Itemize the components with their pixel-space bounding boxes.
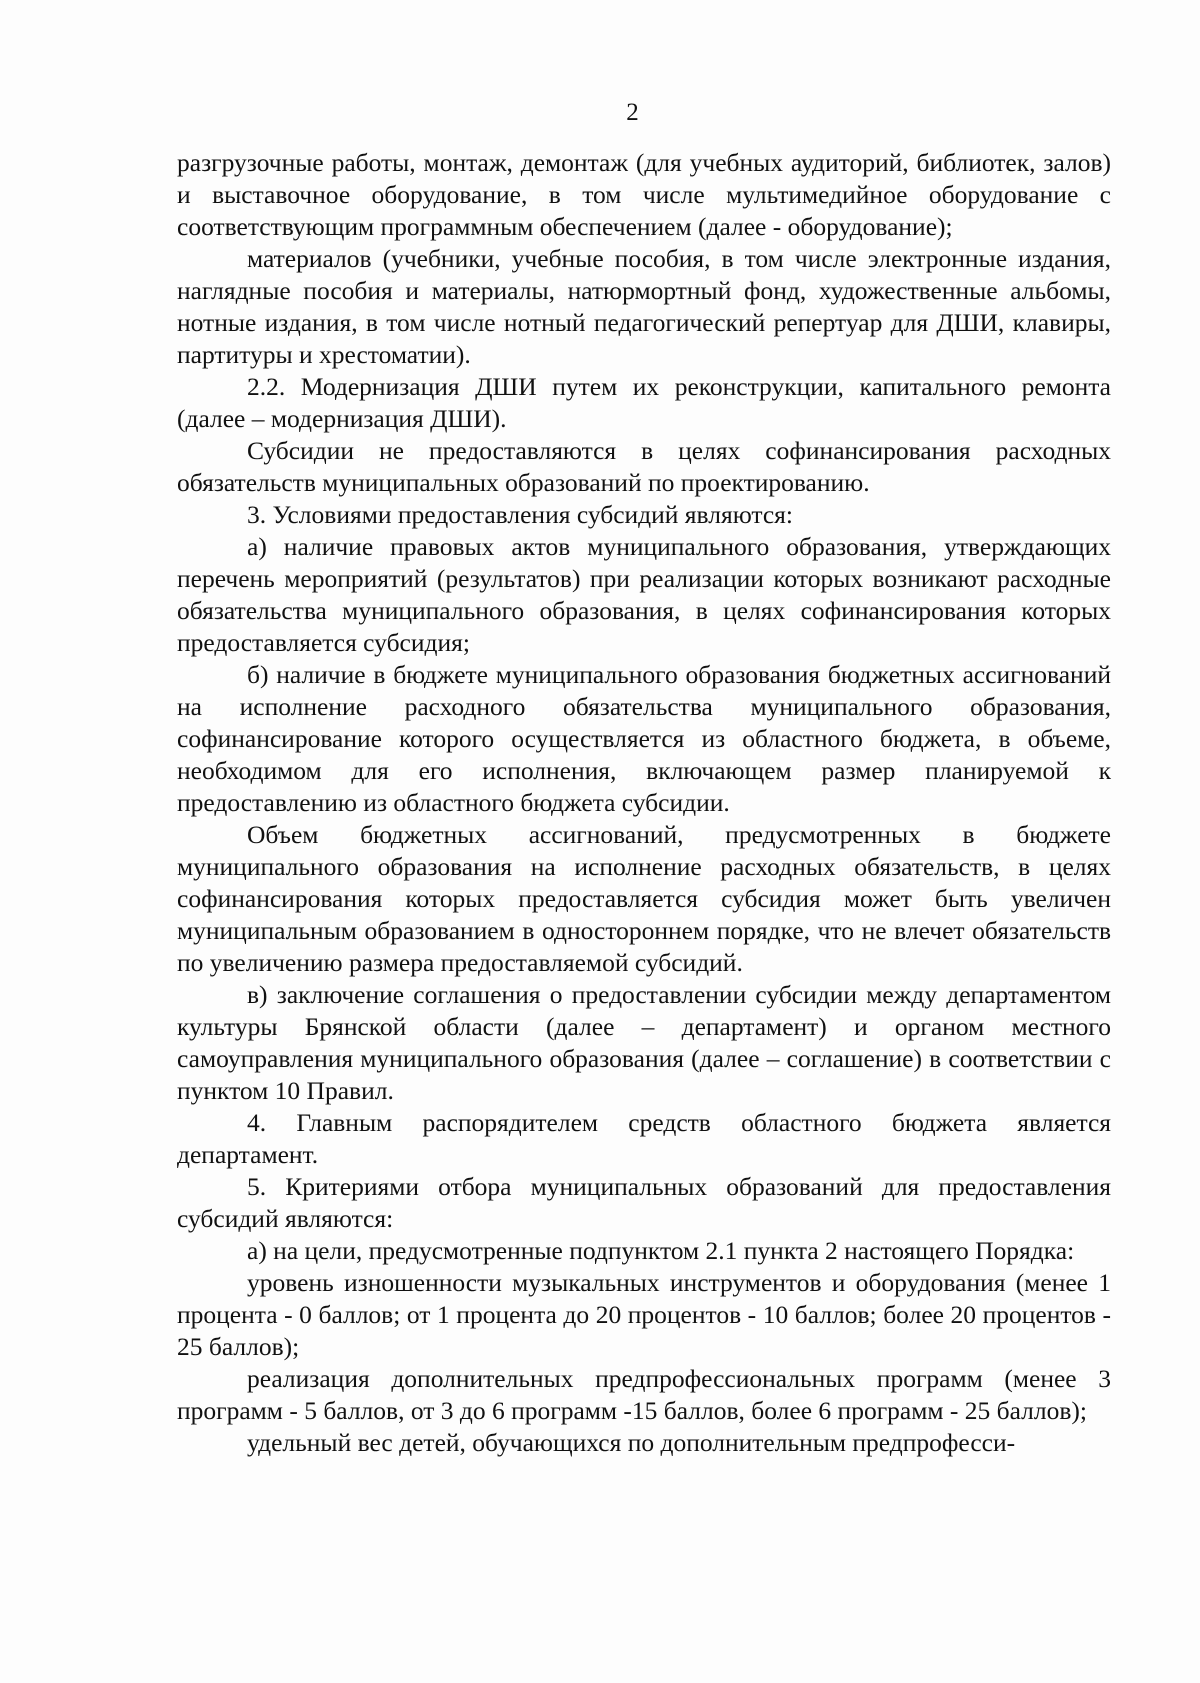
paragraph: уровень изношенности музыкальных инструментов и оборудования (менее 1 процента - 0 баллов; от 1 процента до 20 процентов - 10 баллов; более 20 процентов - 25 баллов);: [177, 1268, 1111, 1361]
paragraph: Объем бюджетных ассигнований, предусмотренных в бюджете муниципального образования на исполнение расходных обязательств, в целях софинансирования которых предоставляется субсидия может быть увеличен муниципальным образованием в одностороннем порядке, что не влечет обязательств по увеличению размера предоставляемой субсидий.: [177, 820, 1111, 977]
document-body: [177, 147, 1111, 1459]
paragraph: 5. Критериями отбора муниципальных образований для предоставления субсидий являются:: [177, 1172, 1111, 1233]
paragraph: а) на цели, предусмотренные подпунктом 2.1 пункта 2 настоящего Порядка:: [247, 1236, 1075, 1265]
paragraph: в) заключение соглашения о предоставлении субсидии между департаментом культуры Брянской области (далее – департамент) и органом местного самоуправления муниципального образования (далее – соглашение) в соответствии с пунктом 10 Правил.: [177, 980, 1111, 1105]
paragraph: разгрузочные работы, монтаж, демонтаж (для учебных аудиторий, библиотек, залов) и выставочное оборудование, в том числе мультимедийное оборудование с соответствующим программным обеспечением (далее - оборудование);: [177, 148, 1111, 241]
paragraph: материалов (учебники, учебные пособия, в том числе электронные издания, наглядные пособия и материалы, натюрмортный фонд, художественные альбомы, нотные издания, в том числе нотный педагогический репертуар для ДШИ, клавиры, партитуры и хрестоматии).: [177, 244, 1111, 369]
paragraph: 4. Главным распорядителем средств областного бюджета является департамент.: [177, 1108, 1111, 1169]
paragraph: удельный вес детей, обучающихся по дополнительным предпрофесси-: [247, 1428, 1016, 1457]
paragraph: 2.2. Модернизация ДШИ путем их реконструкции, капитального ремонта (далее – модернизация ДШИ).: [177, 372, 1111, 433]
page-number: 2: [626, 99, 639, 126]
paragraph: а) наличие правовых актов муниципального образования, утверждающих перечень мероприятий (результатов) при реализации которых возникают расходные обязательства муниципального образования, в целях софинансирования которых предоставляется субсидия;: [177, 532, 1111, 657]
paragraph: реализация дополнительных предпрофессиональных программ (менее 3 программ - 5 баллов, от 3 до 6 программ -15 баллов, более 6 программ - 25 баллов);: [177, 1364, 1111, 1425]
paragraph: 3. Условиями предоставления субсидий являются:: [247, 500, 793, 529]
paragraph: Субсидии не предоставляются в целях софинансирования расходных обязательств муниципальных образований по проектированию.: [177, 436, 1111, 497]
paragraph: б) наличие в бюджете муниципального образования бюджетных ассигнований на исполнение расходного обязательства муниципального образования, софинансирование которого осуществляется из областного бюджета, в объеме, необходимом для его исполнения, включающем размер планируемой к предоставлению из областного бюджета субсидии.: [177, 660, 1111, 817]
